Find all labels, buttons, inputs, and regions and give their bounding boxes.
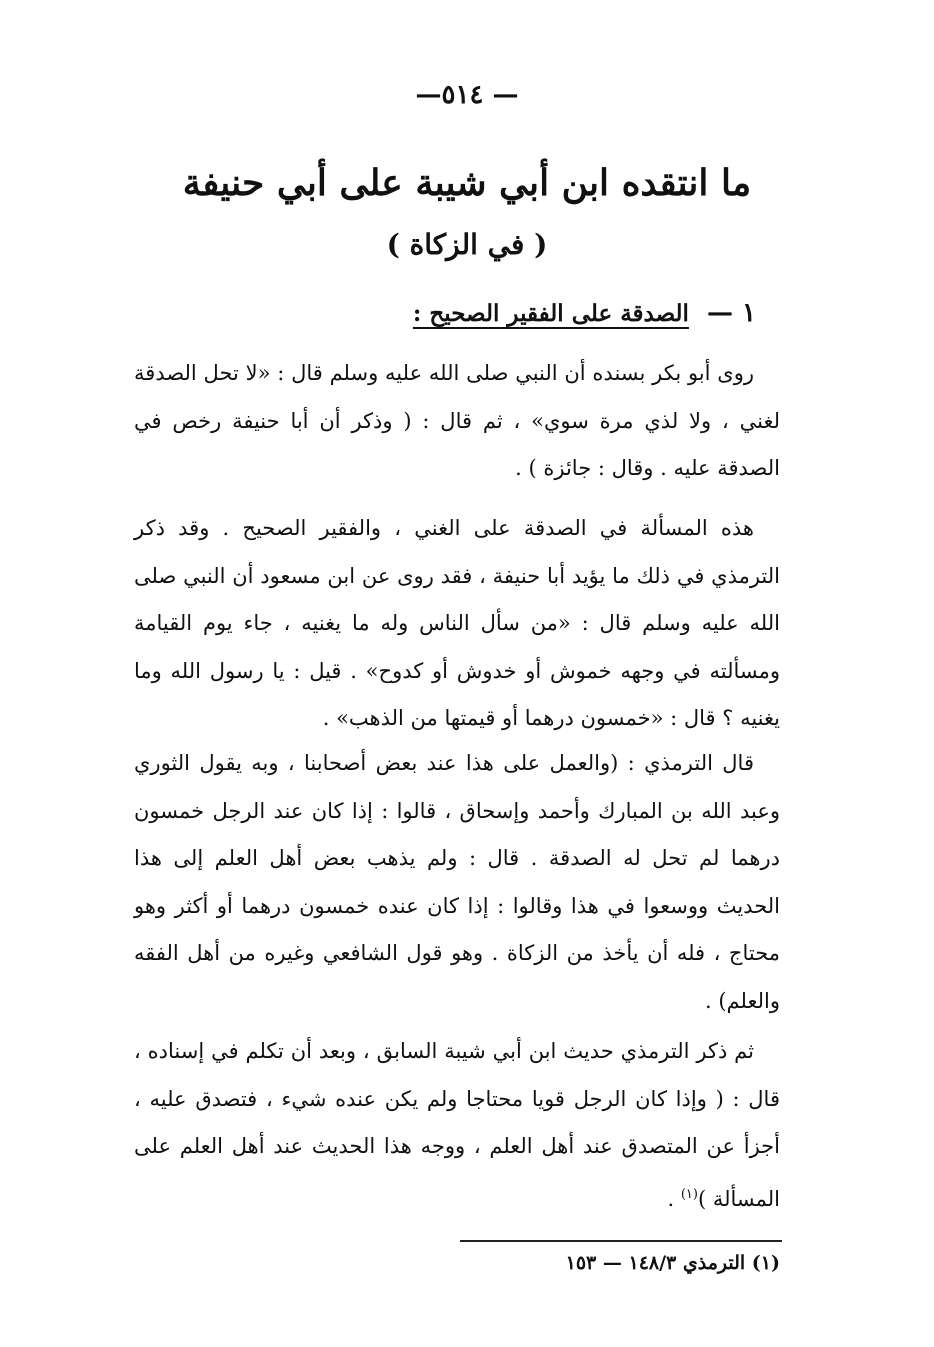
footnote-divider: [460, 1240, 782, 1242]
paragraph-block-2: [134, 505, 780, 743]
paragraph: قال الترمذي : (والعمل على هذا عند بعض أصحابنا ، وبه يقول الثوري وعبد الله بن المبارك وأحمد وإسحاق ، قالوا : إذا كان عند الرجل خمسون درهما لم تحل له الصدقة . قال : ولم يذهب بعض أهل العلم إلى هذا الحديث ووسعوا في هذا وقالوا : إذا كان عنده خمسون درهما أو أكثر وهو محتاج ، فله أن يأخذ من الزكاة . وهو قول الشافعي وغيره من أهل الفقه والعلم) .: [134, 751, 780, 1013]
paragraph-text: ثم ذكر الترمذي حديث ابن أبي شيبة السابق ، وبعد أن تكلم في إسناده ، قال : ( وإذا كان الرجل قويا محتاجا ولم يكن عنده شيء ، فتصدق عليه ، أجزأ عن المتصدق عند أهل العلم ، ووجه هذا الحديث عند أهل العلم على المسألة ): [134, 1039, 780, 1211]
paragraph: [134, 1028, 780, 1223]
paragraph: هذه المسألة في الصدقة على الغني ، والفقير الصحيح . وقد ذكر الترمذي في ذلك ما يؤيد أبا حنيفة ، فقد روى عن ابن مسعود أن النبي صلى الله عليه وسلم قال : «من سأل الناس وله ما يغنيه ، جاء يوم القيامة ومسألته في وجهه خموش أو خدوش أو كدوح» . قيل : يا رسول الله وما يغنيه ؟ قال : «خمسون درهما أو قيمتها من الذهب» .: [134, 516, 780, 730]
footnote-reference: (١): [680, 1186, 698, 1202]
section-heading: [413, 298, 756, 328]
paragraph-block-3: [134, 740, 780, 1025]
section-title: الصدقة على الفقير الصحيح :: [412, 300, 689, 327]
section-number: ١ —: [706, 298, 756, 328]
page-subtitle: ( في الزكاة ): [386, 228, 548, 261]
page-number: — ٥١٤—: [415, 80, 519, 110]
page-title: ما انتقده ابن أبي شيبة على أبي حنيفة: [182, 162, 752, 204]
paragraph: روى أبو بكر بسنده أن النبي صلى الله عليه وسلم قال : «لا تحل الصدقة لغني ، ولا لذي مرة سوي» ، ثم قال : ( وذكر أن أبا حنيفة رخص في الصدقة عليه . وقال : جائزة ) .: [134, 361, 780, 480]
paragraph-end: .: [667, 1186, 681, 1211]
paragraph-block-1: [134, 350, 780, 493]
footnote: (١) الترمذي ١٤٨/٣ — ١٥٣: [565, 1252, 780, 1274]
paragraph-block-4: [134, 1028, 780, 1223]
